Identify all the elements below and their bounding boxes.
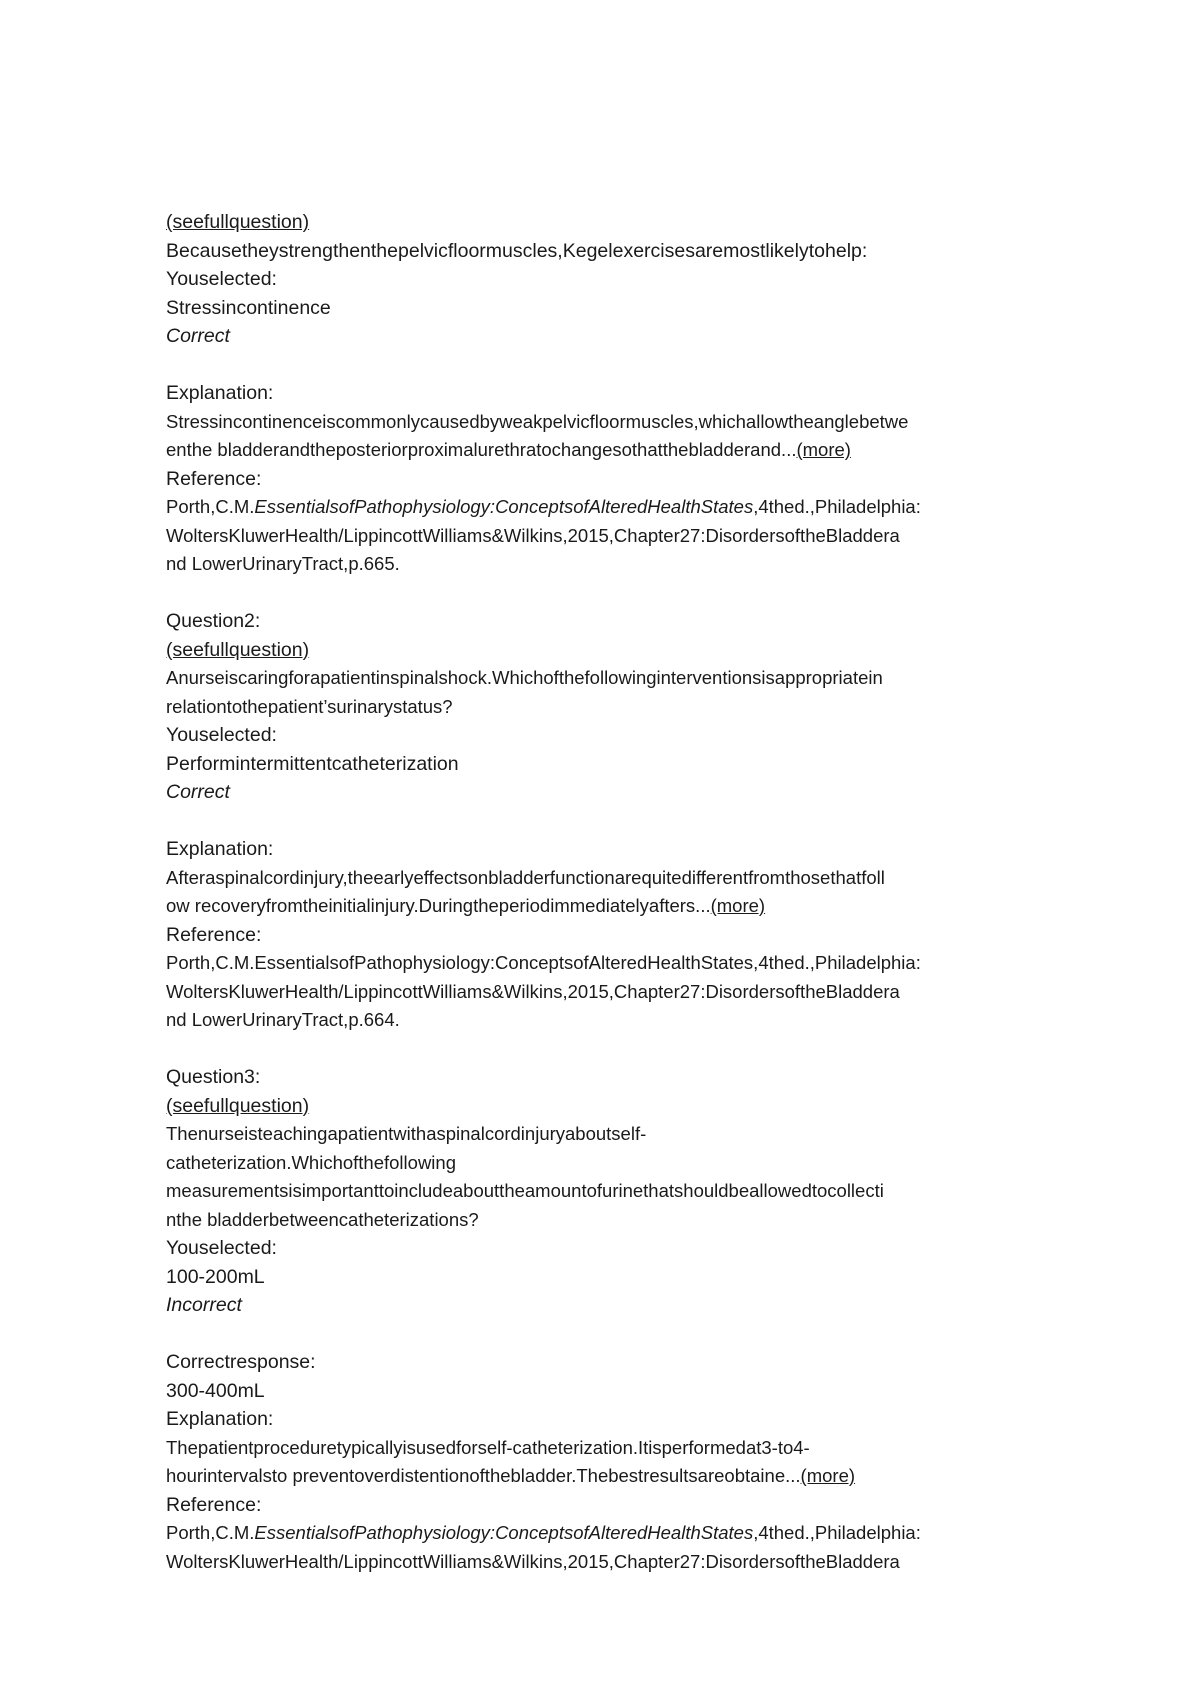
see-full-question-link[interactable]: (seefullquestion) (166, 638, 310, 661)
explanation-text-part: enthe bladderandtheposteriorproximalurethratochangesothatthebladderand... (166, 439, 797, 460)
question-3 (166, 1063, 1066, 1576)
more-link[interactable]: (more) (710, 895, 766, 916)
reference-text-cont: WoltersKluwerHealth/LippincottWilliams&Wilkins,2015,Chapter27:DisordersoftheBladdera (166, 524, 900, 546)
spacer (166, 579, 1066, 608)
spacer (166, 1320, 1066, 1349)
you-selected-label: Youselected: (166, 1237, 277, 1259)
more-link[interactable]: (more) (800, 1465, 856, 1486)
you-selected-label: Youselected: (166, 268, 277, 290)
correct-response: 300-400mL (166, 1379, 265, 1402)
answer-status: Correct (166, 781, 230, 803)
reference-edition: ,4thed.,Philadelphia: (753, 496, 921, 517)
selected-answer: Stressincontinence (166, 296, 331, 319)
more-link[interactable]: (more) (796, 439, 851, 460)
reference-label: Reference: (166, 923, 262, 946)
document-page (166, 208, 1066, 1576)
selected-answer: 100-200mL (166, 1265, 265, 1288)
question-text-cont: measurementsisimportanttoincludeabouttheamountofurinethatshouldbeallowedtocollecti (166, 1180, 884, 1201)
correct-response-label: Correctresponse: (166, 1351, 316, 1373)
explanation-label: Explanation: (166, 838, 274, 860)
reference-label: Reference: (166, 467, 262, 490)
reference-author: Porth,C.M. (166, 1522, 255, 1543)
answer-status: Correct (166, 325, 230, 347)
reference-book-title: EssentialsofPathophysiology:ConceptsofAlteredHealthStates (254, 496, 754, 517)
answer-status: Incorrect (166, 1294, 242, 1316)
explanation-text: Afteraspinalcordinjury,theearlyeffectsonbladderfunctionarequitedifferentfromthosethatfoll (166, 866, 885, 888)
reference-edition: ,4thed.,Philadelphia: (753, 1522, 921, 1543)
question-text-end: nthe bladderbetweencatheterizations? (166, 1208, 479, 1230)
explanation-text-cont (166, 1462, 1066, 1491)
explanation-text-cont (166, 892, 1066, 921)
question-text: Thenurseisteachingapatientwithaspinalcordinjuryaboutself- (166, 1123, 647, 1144)
see-full-question-link[interactable]: (seefullquestion) (166, 1094, 310, 1117)
reference-text-end: nd LowerUrinaryTract,p.664. (166, 1009, 400, 1030)
reference-author: Porth,C.M. (166, 496, 255, 517)
question-text: Anurseiscaringforapatientinspinalshock.Whichofthefollowinginterventionsisappropriatein (166, 667, 883, 688)
explanation-text-part: hourintervalsto preventoverdistentionofthebladder.Thebestresultsareobtaine... (166, 1465, 801, 1486)
explanation-text-part: ow recoveryfromtheinitialinjury.Duringtheperiodimmediatelyafters... (166, 895, 711, 916)
reference-text (166, 493, 1066, 522)
you-selected-label: Youselected: (166, 724, 277, 746)
spacer (166, 1035, 1066, 1064)
spacer (166, 351, 1066, 380)
question-2 (166, 607, 1066, 1035)
reference-text-cont: WoltersKluwerHealth/LippincottWilliams&Wilkins,2015,Chapter27:DisordersoftheBladdera (166, 980, 900, 1002)
see-full-question-link[interactable]: (seefullquestion) (166, 211, 310, 233)
question-text-cont: catheterization.Whichofthefollowing (166, 1151, 456, 1173)
question-1 (166, 208, 1066, 579)
reference-text-cont: WoltersKluwerHealth/LippincottWilliams&Wilkins,2015,Chapter27:DisordersoftheBladdera (166, 1550, 900, 1572)
explanation-label: Explanation: (166, 1408, 274, 1430)
question-text-cont: relationtothepatient’surinarystatus? (166, 695, 453, 717)
reference-text: Porth,C.M.EssentialsofPathophysiology:ConceptsofAlteredHealthStates,4thed.,Philadelphia: (166, 952, 921, 973)
spacer (166, 807, 1066, 836)
reference-book-title: EssentialsofPathophysiology:ConceptsofAlteredHealthStates (254, 1522, 754, 1543)
selected-answer: Performintermittentcatheterization (166, 752, 459, 775)
explanation-label: Explanation: (166, 382, 274, 404)
reference-text-end: nd LowerUrinaryTract,p.665. (166, 553, 400, 574)
explanation-text-cont (166, 436, 1066, 465)
reference-label: Reference: (166, 1493, 262, 1516)
question-heading: Question3: (166, 1066, 261, 1088)
question-heading: Question2: (166, 610, 261, 632)
explanation-text: Thepatientproceduretypicallyisusedforself-catheterization.Itisperformedat3-to4- (166, 1436, 810, 1458)
reference-text (166, 1519, 1066, 1548)
explanation-text: Stressincontinenceiscommonlycausedbyweakpelvicfloormuscles,whichallowtheanglebetwe (166, 410, 909, 432)
question-text: Becausetheystrengthenthepelvicfloormuscles,Kegelexercisesaremostlikelytohelp: (166, 239, 868, 262)
